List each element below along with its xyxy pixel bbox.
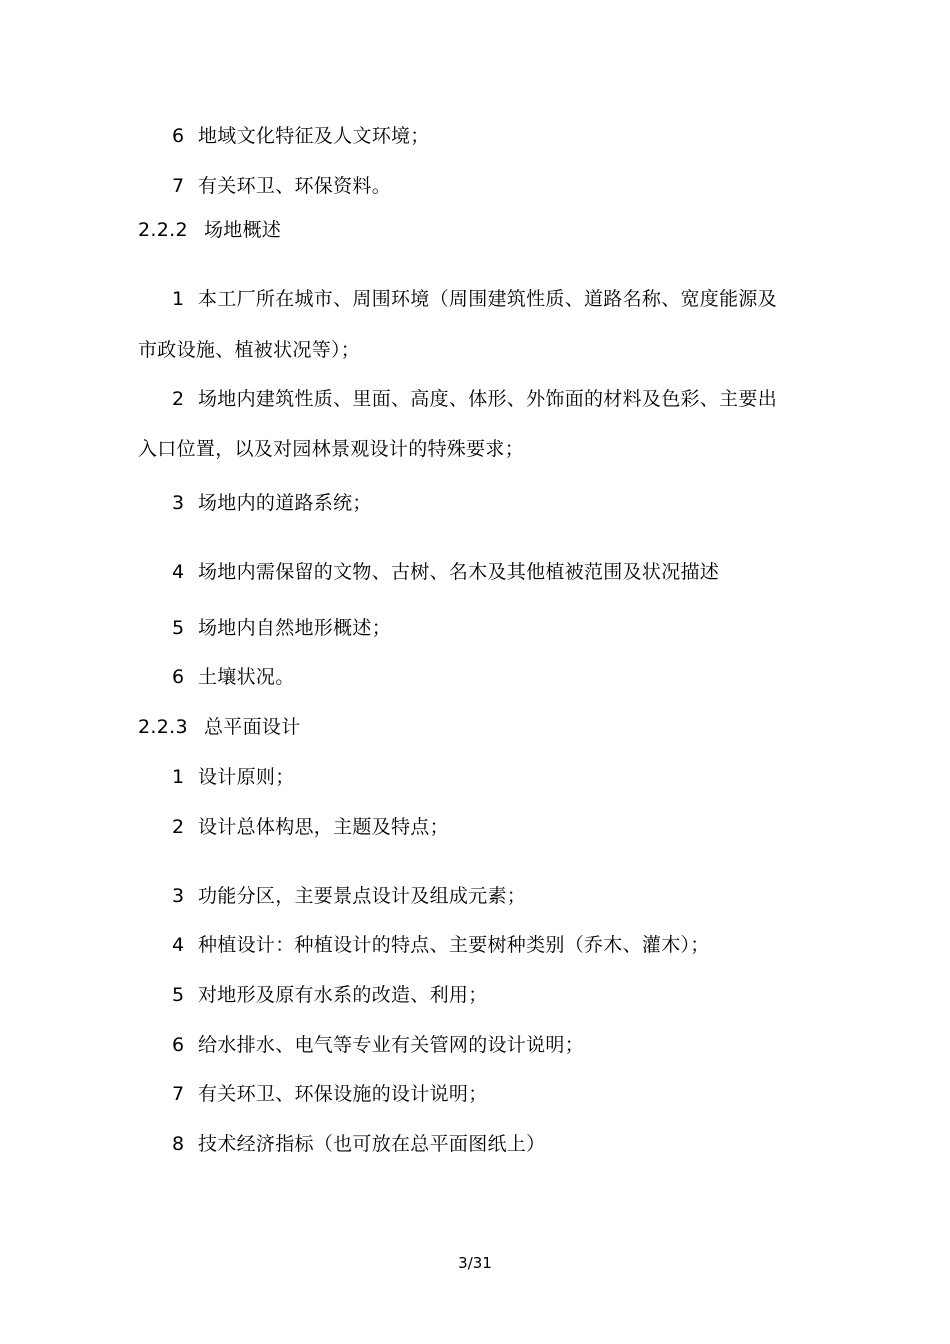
item-number: 6 [172,125,185,147]
item-text: 场地内需保留的文物、古树、名木及其他植被范围及状况描述 [198,561,720,583]
item-number: 6 [172,1034,185,1056]
section-number: 2.2.2 [138,219,188,241]
list-item [172,884,526,908]
item-text: 场地内的道路系统； [198,492,372,514]
item-text: 设计原则； [198,766,295,788]
list-item [172,124,430,148]
item-text: 土壤状况。 [198,666,295,688]
item-text: 场地内自然地形概述； [198,617,392,639]
item-number: 5 [172,617,185,639]
item-text: 有关环卫、环保设施的设计说明； [198,1083,488,1105]
item-text: 有关环卫、环保资料。 [198,175,392,197]
section-number: 2.2.3 [138,716,188,738]
list-item [172,1033,584,1057]
section-title: 场地概述 [204,219,282,241]
item-text: 本工厂所在城市、周围环境（周围建筑性质、道路名称、宽度能源及 [198,288,778,310]
item-text: 场地内建筑性质、里面、高度、体形、外饰面的材料及色彩、主要出 [198,388,778,410]
item-text: 入口位置，以及对园林景观设计的特殊要求； [138,438,525,460]
item-number: 3 [172,885,185,907]
list-item [172,560,719,584]
item-number: 8 [172,1133,185,1155]
list-item [172,665,295,689]
list-item [172,616,391,640]
item-number: 1 [172,288,185,310]
list-item-continuation [138,437,524,461]
section-heading [138,218,281,242]
list-item [172,1132,545,1156]
item-number: 2 [172,816,185,838]
item-text: 给水排水、电气等专业有关管网的设计说明； [198,1034,585,1056]
list-item [172,933,710,957]
item-number: 6 [172,666,185,688]
item-number: 2 [172,388,185,410]
list-item [172,491,372,515]
item-number: 4 [172,934,185,956]
list-item [172,387,777,411]
page-number: 3/31 [458,1254,492,1272]
item-text: 功能分区，主要景点设计及组成元素； [198,885,527,907]
list-item [172,983,488,1007]
list-item [172,174,391,198]
list-item [172,815,449,839]
item-number: 5 [172,984,185,1006]
item-text: 对地形及原有水系的改造、利用； [198,984,488,1006]
item-number: 1 [172,766,185,788]
section-title: 总平面设计 [204,716,301,738]
item-text: 设计总体构思，主题及特点； [198,816,449,838]
item-text: 种植设计：种植设计的特点、主要树种类别（乔木、灌木）； [198,934,710,956]
list-item [172,1082,488,1106]
list-item-continuation [138,338,360,362]
item-text: 技术经济指标（也可放在总平面图纸上） [198,1133,546,1155]
list-item [172,765,295,789]
item-number: 3 [172,492,185,514]
item-text: 地域文化特征及人文环境； [198,125,430,147]
item-number: 7 [172,1083,185,1105]
item-number: 7 [172,175,185,197]
item-text: 市政设施、植被状况等）； [138,339,361,361]
section-heading [138,715,301,739]
list-item [172,287,777,311]
item-number: 4 [172,561,185,583]
